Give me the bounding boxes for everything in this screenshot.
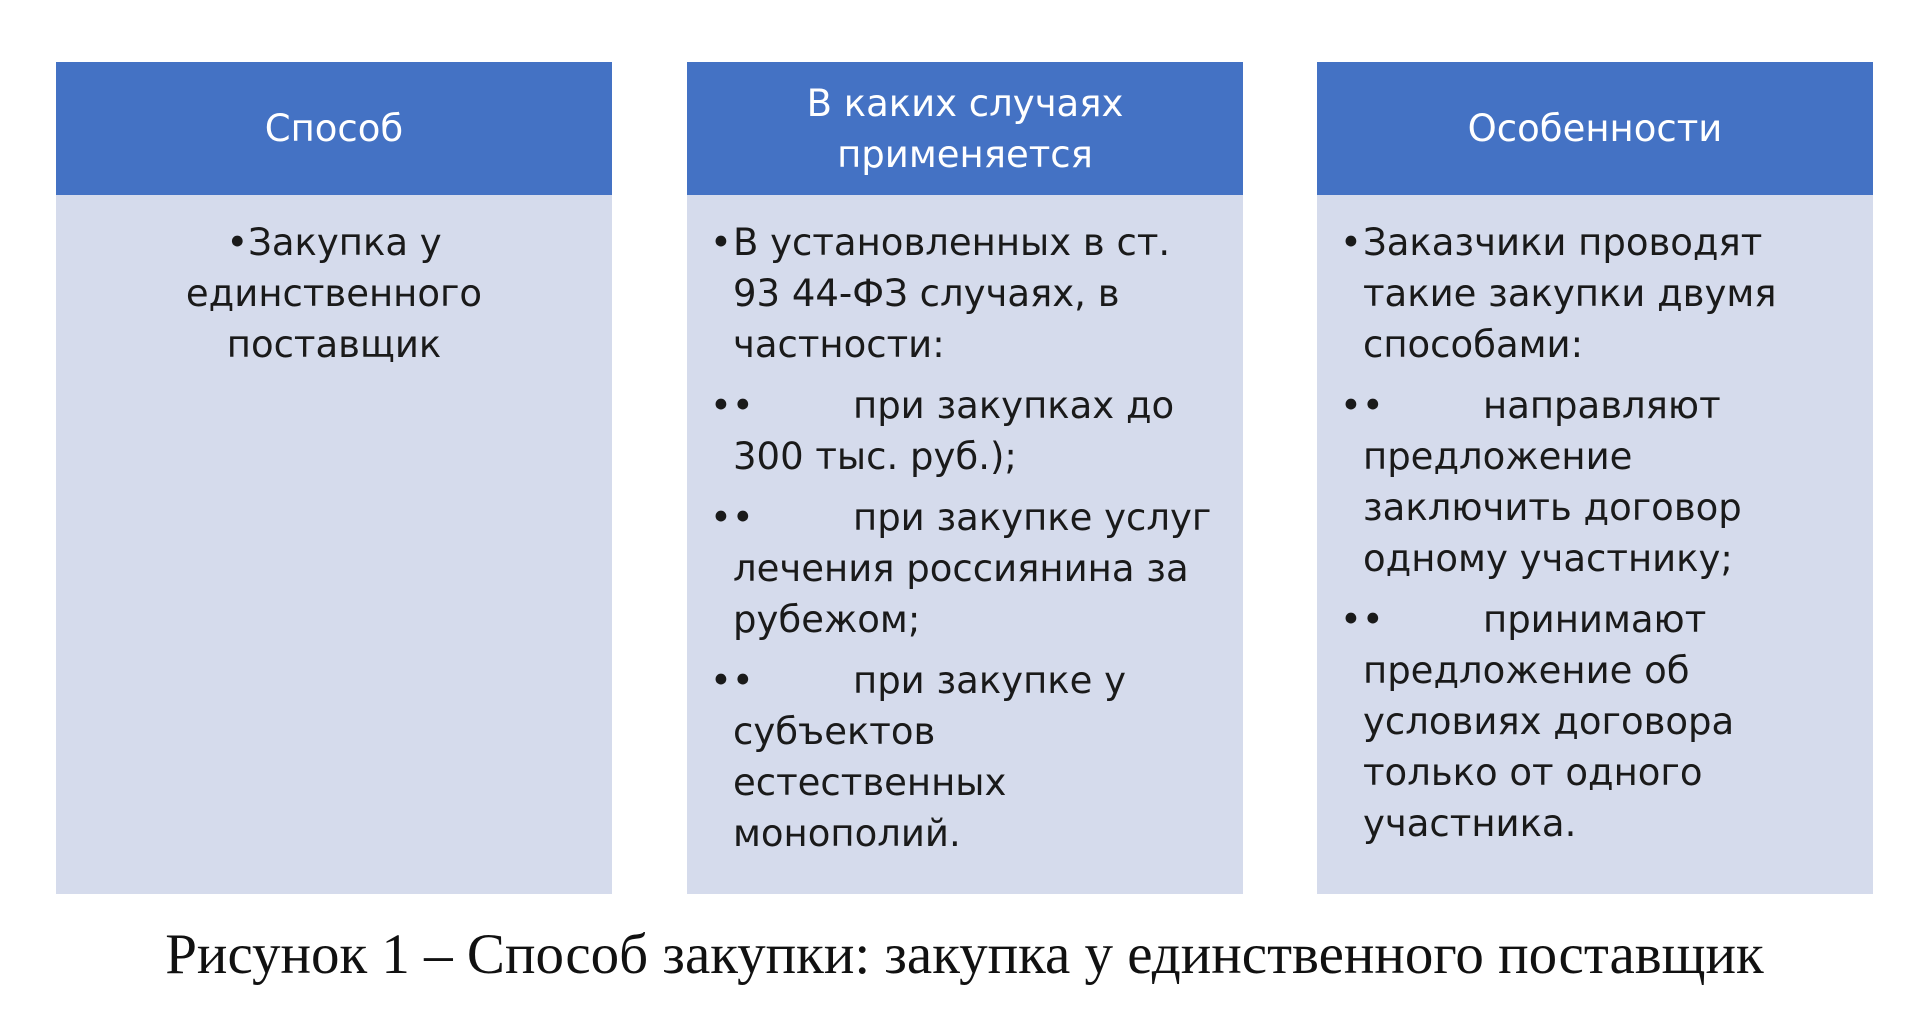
figure-caption: Рисунок 1 – Способ закупки: закупка у единственного поставщик [165, 923, 1764, 986]
list-item-text: при закупках до 300 тыс. руб.); [733, 384, 1175, 478]
bullet-marker: • [226, 221, 249, 264]
list-item [1340, 594, 1843, 849]
list-item [710, 655, 1213, 859]
column-body-method [56, 195, 612, 894]
bullet-marker: •• [1340, 598, 1384, 641]
column-method [56, 62, 612, 894]
bullet-marker: • [1340, 221, 1362, 264]
list-item-text: В установленных в ст. 93 44-ФЗ случаях, в частности: [733, 221, 1171, 366]
column-header-label: В каких случаях применяется [806, 81, 1124, 176]
list-item [1340, 380, 1843, 584]
list-item-text: направляют предложение заключить договор одному участнику; [1363, 384, 1742, 580]
column-header-cases [687, 62, 1243, 195]
list-item-text: Закупка у единственного поставщик [185, 221, 483, 366]
list-item [710, 380, 1213, 482]
bullet-marker: •• [710, 496, 754, 539]
list-item-text: при закупке услуг лечения россиянина за рубежом; [733, 496, 1212, 641]
list-item [710, 217, 1213, 370]
column-body-features [1317, 195, 1873, 894]
list-item-text: принимают предложение об условиях договора только от одного участника. [1363, 598, 1735, 845]
bullet-marker: •• [710, 384, 754, 427]
column-features [1317, 62, 1873, 894]
column-header-label: Особенности [1467, 107, 1723, 150]
column-cases [687, 62, 1243, 894]
bullet-marker: • [710, 221, 732, 264]
bullet-marker: •• [1340, 384, 1384, 427]
list-item-text: при закупке у субъектов естественных монополий. [733, 659, 1127, 855]
column-header-method [56, 62, 612, 195]
list-item [96, 217, 572, 370]
list-item [1340, 217, 1843, 370]
list-item [710, 492, 1213, 645]
column-body-cases [687, 195, 1243, 894]
list-item-text: Заказчики проводят такие закупки двумя способами: [1363, 221, 1777, 366]
column-header-features [1317, 62, 1873, 195]
column-header-label: Способ [264, 107, 404, 150]
bullet-marker: •• [710, 659, 754, 702]
